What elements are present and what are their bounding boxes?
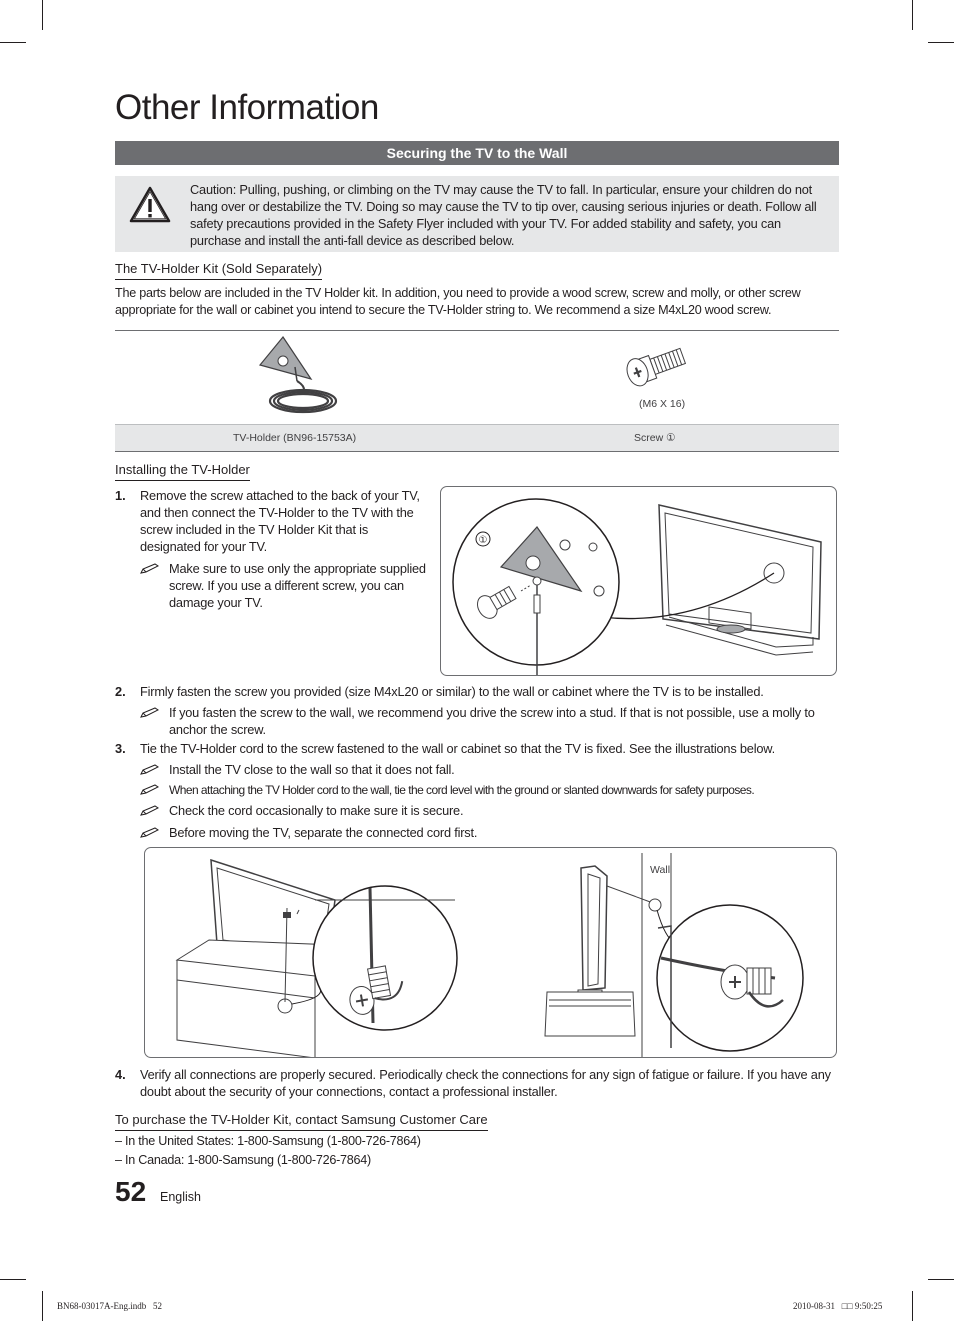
step-text: Verify all connections are properly secured. Periodically check the connections for any sign of fatigue or failure. If you have any doubt about the security of your connections, contact a professional installer. [140,1067,831,1099]
screw-illustration [623,337,693,395]
note-pencil-icon [140,563,160,575]
figure-tv-holder-attach-drawing [441,487,836,675]
crop-mark [42,1291,43,1321]
page-number: 52 [115,1176,147,1207]
parts-caption-row [115,424,839,451]
kit-description: The parts below are included in the TV Holder kit. In addition, you need to provide a wood screw, screw and molly, or other screw appropriate for the wall or cabinet you intend to secure the TV-Holder string to. We recommend a size M4xL20 wood screw. [115,286,801,317]
screw-size: (M6 X 16) [639,398,686,410]
note-text: Install the TV close to the wall so that it does not fall. [169,762,455,777]
step-number: 2. [115,684,126,699]
crop-mark [928,1279,954,1280]
kit-heading: The TV-Holder Kit (Sold Separately) [115,261,322,280]
section-header: Securing the TV to the Wall [115,141,839,165]
step-text: Tie the TV-Holder cord to the screw fastened to the wall or cabinet so that the TV is fixed. See the illustrations below. [140,741,775,756]
note-pencil-icon [140,827,160,839]
step-text: Firmly fasten the screw you provided (size M4xL20 or similar) to the wall or cabinet where the TV is to be installed. [140,684,764,699]
caution-box [115,176,839,252]
warning-triangle-icon [128,185,172,225]
figure-tie-cord-drawing [145,848,836,1057]
crop-mark [912,0,913,30]
note-text: When attaching the TV Holder cord to the wall, tie the cord level with the ground or slanted downwards for safety purposes. [169,783,755,797]
tv-holder-caption: TV-Holder (BN96-15753A) [233,432,357,444]
tv-holder-illustration [255,335,355,419]
caution-label: Caution [190,182,233,197]
note-pencil-icon [140,707,160,719]
note-text: Before moving the TV, separate the connected cord first. [169,825,478,840]
step-text: Remove the screw attached to the back of your TV, and then connect the TV-Holder to the TV with the screw included in the TV Holder Kit that is designated for your TV. [140,488,420,554]
caution-body: : Pulling, pushing, or climbing on the TV may cause the TV to fall. In particular, ensure your children do not hang over or destabilize the TV. Doing so may cause the TV to tip over, causing serious injuries or death. Follow all safety precautions provided in the Safety Flyer included with your TV. For added stability and safety, you can purchase and install the anti-fall device as described below. [190,182,817,248]
figure-tv-holder-attach [440,486,837,676]
crop-mark [42,0,43,30]
wall-label: Wall [650,864,671,876]
crop-mark [0,42,26,43]
purchase-heading: To purchase the TV-Holder Kit, contact Samsung Customer Care [115,1112,488,1131]
purchase-line: – In Canada: 1-800-Samsung (1-800-726-7864) [115,1153,371,1167]
parts-table [115,330,839,452]
page-language: English [160,1190,201,1204]
note-pencil-icon [140,805,160,817]
file-slug: BN68-03017A-Eng.indb 52 [57,1301,162,1311]
note-text: If you fasten the screw to the wall, we recommend you drive the screw into a stud. If that is not possible, use a molly to anchor the screw. [169,705,815,737]
step-number: 1. [115,488,126,503]
figure-tie-cord [144,847,837,1058]
note-pencil-icon [140,764,160,776]
crop-mark [0,1279,26,1280]
screw-caption: Screw ① [634,432,676,444]
purchase-line: – In the United States: 1-800-Samsung (1-800-726-7864) [115,1134,421,1148]
page-title: Other Information [115,88,379,127]
note-text: Make sure to use only the appropriate supplied screw. If you use a different screw, you can damage your TV. [169,561,426,610]
step-number: 3. [115,741,126,756]
install-heading: Installing the TV-Holder [115,462,250,481]
print-timestamp: 2010-08-31 □□ 9:50:25 [793,1301,883,1311]
figure-marker: ① [478,535,488,546]
crop-mark [912,1291,913,1321]
note-text: Check the cord occasionally to make sure it is secure. [169,803,464,818]
crop-mark [928,42,954,43]
caution-text [190,181,826,249]
note-pencil-icon [140,784,160,796]
step-number: 4. [115,1067,126,1082]
